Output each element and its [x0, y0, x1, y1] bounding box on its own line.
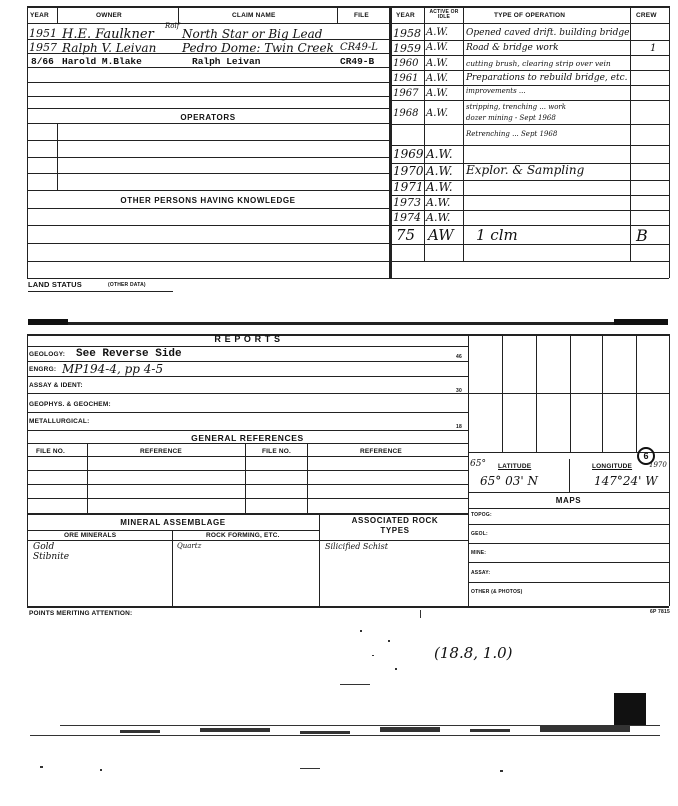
land-status-sublabel: (OTHER DATA): [108, 282, 146, 288]
op-row-4-year: 1961: [393, 73, 419, 84]
op-row-3-type: cutting brush, clearing strip over vein: [466, 59, 611, 68]
op-row-13-status: AW: [428, 226, 454, 244]
maps-assay: ASSAY:: [471, 570, 491, 576]
latitude-label: LATITUDE: [498, 463, 532, 470]
op-row-9-type: Explor. & Sampling: [466, 163, 585, 177]
op-row-1-year: 1958: [393, 27, 421, 40]
maps-mine: MINE:: [471, 550, 487, 556]
op-row-8-year: 1969: [393, 147, 424, 161]
owner-row-2-owner: Ralph V. Leivan: [62, 41, 157, 55]
engrg-label: ENGRG:: [29, 366, 57, 373]
maps-other: OTHER (& PHOTOS): [471, 589, 523, 595]
geology-label: GEOLOGY:: [29, 351, 66, 358]
op-row-6-year: 1968: [393, 108, 419, 119]
op-row-8-status: A.W.: [426, 147, 453, 161]
owner-row-3-year: 8/66: [31, 56, 54, 67]
owner-row-2-year: 1957: [29, 41, 57, 54]
header-year: YEAR: [30, 12, 49, 19]
longitude-value: 147°24' W: [594, 474, 658, 488]
maps-geol: GEOL:: [471, 531, 488, 537]
geology-value: See Reverse Side: [76, 348, 182, 360]
ore-minerals-value: Gold Stibnite: [33, 542, 70, 562]
num-46: 46: [456, 354, 462, 360]
mineral-assemblage-heading: MINERAL ASSEMBLAGE: [120, 518, 226, 527]
op-row-5-status: A.W.: [426, 88, 449, 99]
owner-row-1-annotation: Rolf: [165, 22, 180, 30]
rock-types-value: Silicified Schist: [325, 542, 388, 551]
engrg-value: MP194-4, pp 4-5: [62, 362, 164, 376]
maps-heading: MAPS: [555, 496, 582, 505]
owner-row-3-file: CR49-B: [340, 56, 375, 67]
op-row-1-status: A.W.: [426, 27, 449, 38]
ore-minerals-label: ORE MINERALS: [64, 532, 117, 539]
header-active-or-idle: ACTIVE OR IDLE: [429, 9, 459, 20]
maps-topog: TOPOG:: [471, 512, 492, 518]
owner-row-3-owner: Harold M.Blake: [62, 56, 142, 67]
rock-forming-label: ROCK FORMING, ETC.: [206, 532, 280, 539]
op-row-6-type: stripping, trenching ... work: [466, 103, 567, 111]
op-row-5-type: improvements ...: [466, 87, 526, 95]
points-meriting-attention-label: POINTS MERITING ATTENTION:: [29, 610, 133, 617]
coordinates-note: (18.8, 1.0): [434, 644, 513, 662]
owner-row-1-claim: North Star or Big Lead: [182, 27, 323, 41]
op-row-13-type: 1 clm: [476, 226, 518, 244]
ref-reference-2: REFERENCE: [360, 448, 402, 455]
owner-row-1-year: 1951: [29, 27, 57, 40]
op-row-7-type: dozer mining - Sept 1968: [466, 114, 556, 122]
header-owner: OWNER: [96, 12, 122, 19]
op-row-12-year: 1974: [393, 211, 421, 224]
op-row-13-crew: B: [636, 226, 648, 245]
header-year-2: YEAR: [396, 12, 415, 19]
ref-reference-1: REFERENCE: [140, 448, 182, 455]
latitude-prefix: 65°: [470, 459, 486, 469]
owner-row-2-claim: Pedro Dome: Twin Creek: [182, 41, 334, 55]
op-row-5-year: 1967: [393, 88, 419, 99]
ref-file-no-1: FILE NO.: [36, 448, 66, 455]
operators-heading: OPERATORS: [180, 113, 236, 122]
op-row-8-type: Retrenching ... Sept 1968: [466, 130, 558, 138]
land-status-label: LAND STATUS: [28, 280, 83, 289]
op-row-2-year: 1959: [393, 42, 421, 55]
op-row-10-status: A.W.: [426, 180, 453, 194]
header-file: FILE: [354, 12, 369, 19]
op-row-9-year: 1970: [393, 164, 424, 178]
op-row-6-status: A.W.: [426, 108, 449, 119]
op-row-12-status: A.W.: [426, 211, 451, 224]
rock-forming-value: Quartz: [177, 542, 202, 550]
ref-file-no-2: FILE NO.: [262, 448, 292, 455]
owner-row-2-file: CR49-L: [340, 42, 378, 53]
op-row-10-year: 1971: [393, 180, 424, 194]
op-row-2-type: Road & bridge work: [466, 43, 559, 53]
geophys-label: GEOPHYS. & GEOCHEM:: [29, 401, 111, 408]
op-row-9-status: A.W.: [426, 164, 453, 178]
general-references-heading: GENERAL REFERENCES: [191, 433, 304, 443]
longitude-suffix: 1970: [649, 461, 667, 469]
form-number: 6P 7815: [650, 609, 670, 615]
op-row-2-status: A.W.: [426, 42, 449, 53]
op-row-4-type: Preparations to rebuild bridge, etc.: [466, 73, 628, 83]
latitude-value: 65° 03' N: [480, 474, 538, 488]
longitude-label: LONGITUDE: [592, 463, 633, 470]
num-18: 18: [456, 424, 462, 430]
op-row-3-status: A.W.: [426, 58, 449, 69]
owner-row-1-owner: H.E. Faulkner: [62, 27, 154, 42]
metallurgical-label: METALLURGICAL:: [29, 418, 90, 425]
other-persons-heading: OTHER PERSONS HAVING KNOWLEDGE: [120, 196, 296, 205]
op-row-11-year: 1973: [393, 196, 421, 209]
op-row-11-status: A.W.: [426, 196, 451, 209]
op-row-1-type: Opened caved drift. building bridge: [466, 28, 630, 38]
registration-mark: [614, 693, 646, 725]
assay-label: ASSAY & IDENT:: [29, 382, 83, 389]
header-type-of-operation: TYPE OF OPERATION: [494, 12, 566, 19]
owner-row-3-claim: Ralph Leivan: [192, 56, 261, 67]
header-crew: CREW: [636, 12, 657, 19]
associated-rock-types-heading: ASSOCIATED ROCK TYPES: [351, 516, 439, 535]
number-circle: 6: [637, 447, 655, 465]
op-row-3-year: 1960: [393, 58, 419, 69]
header-claim-name: CLAIM NAME: [232, 12, 276, 19]
op-row-2-crew: 1: [650, 43, 657, 54]
reports-heading: R E P O R T S: [214, 334, 281, 344]
op-row-4-status: A.W.: [426, 73, 449, 84]
op-row-13-year: 75: [396, 226, 416, 244]
num-30: 30: [456, 388, 462, 394]
